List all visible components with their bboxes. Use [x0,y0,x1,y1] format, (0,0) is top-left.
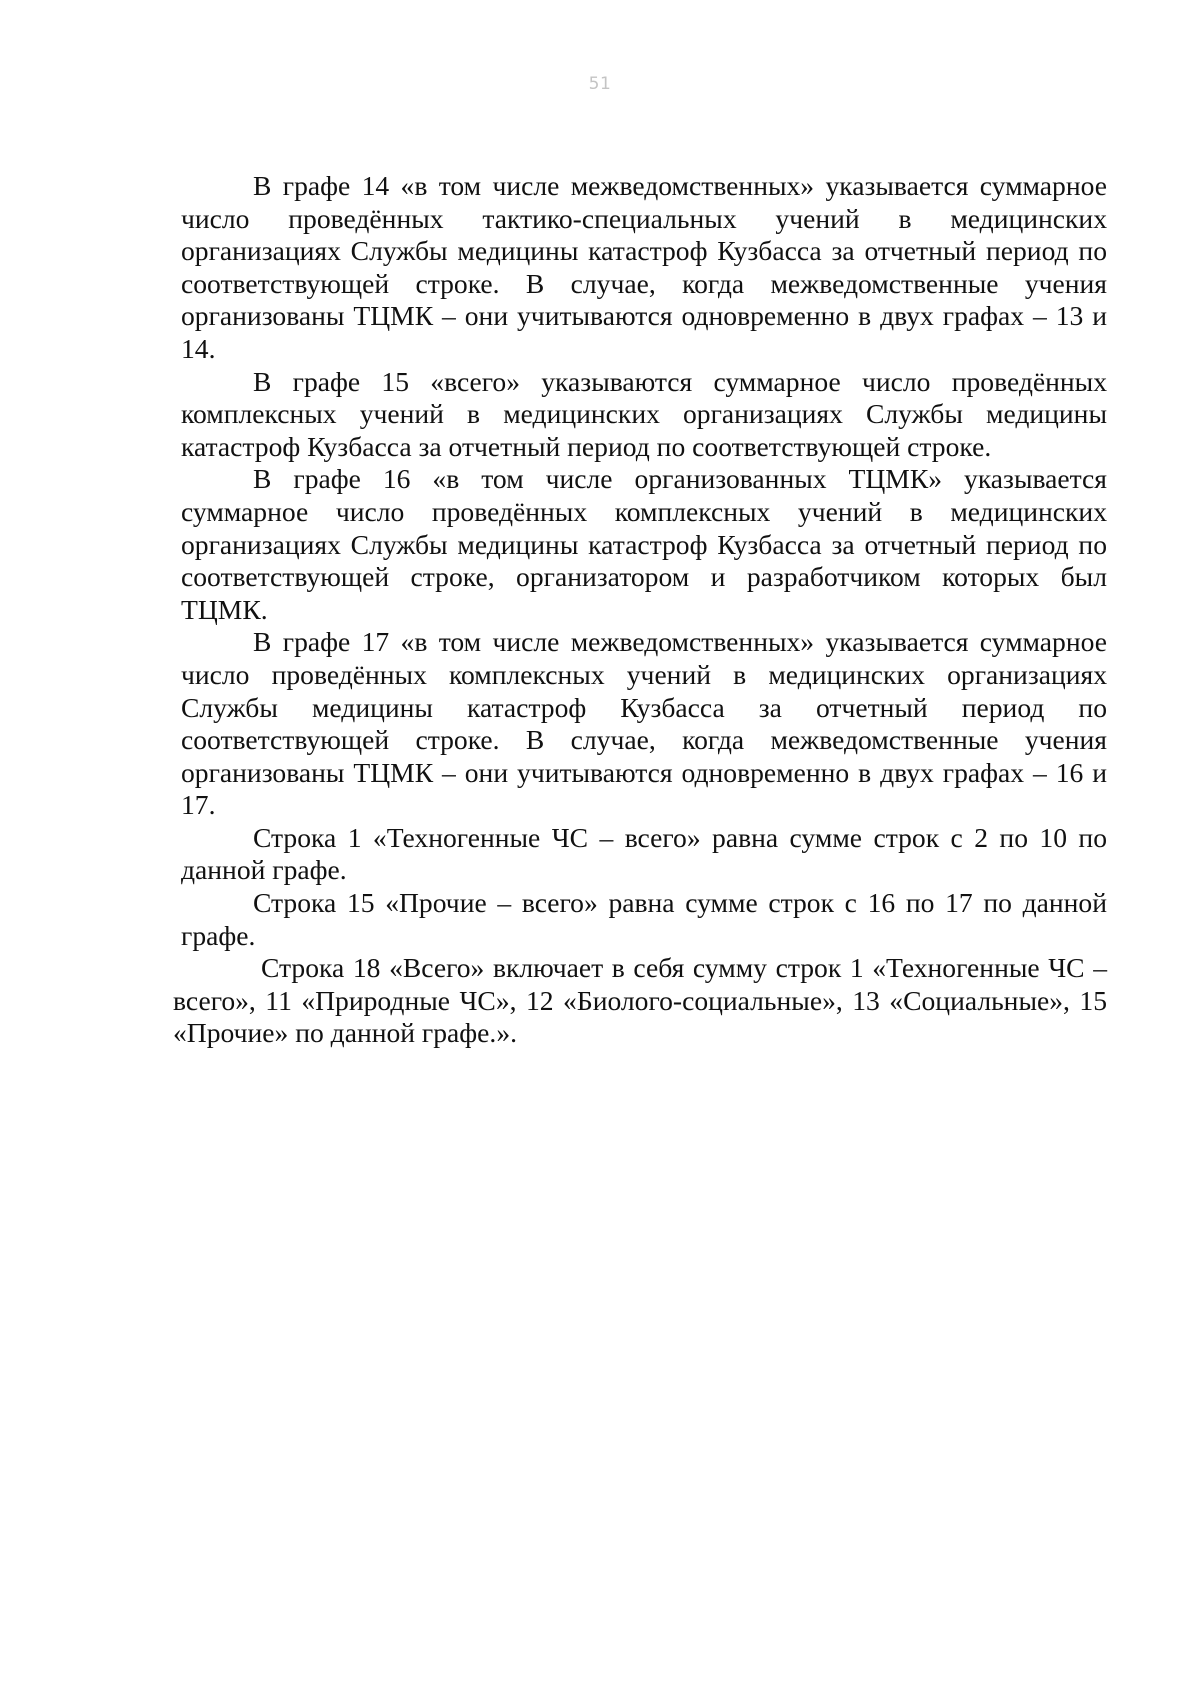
paragraph-column-17: В графе 17 «в том числе межведомственных» указывается суммарное число проведённых комплексных учений в медицинских организациях Службы медицины катастроф Кузбасса за отчетный период по соответствующей строке. В случае, когда межведомственные учения организованы ТЦМК – они учитываются одновременно в двух графах – 16 и 17. [181,626,1107,821]
paragraph-row-18: Строка 18 «Всего» включает в себя сумму строк 1 «Техногенные ЧС – всего», 11 «Природные ЧС», 12 «Биолого-социальные», 13 «Социальные», 15 «Прочие» по данной графе.». [173,952,1107,1049]
paragraph-column-15: В графе 15 «всего» указываются суммарное число проведённых комплексных учений в медицинских организациях Службы медицины катастроф Кузбасса за отчетный период по соответствующей строке. [181,365,1107,462]
document-body [173,170,1107,1050]
paragraph-column-16: В графе 16 «в том числе организованных ТЦМК» указывается суммарное число проведённых комплексных учений в медицинских организациях Службы медицины катастроф Кузбасса за отчетный период по соответствующей строке, организатором и разработчиком которых был ТЦМК. [181,463,1107,625]
page-number: 51 [588,74,612,94]
paragraph-row-1: Строка 1 «Техногенные ЧС – всего» равна сумме строк с 2 по 10 по данной графе. [181,821,1107,886]
paragraph-row-15: Строка 15 «Прочие – всего» равна сумме строк с 16 по 17 по данной графе. [181,887,1107,951]
paragraph-column-14: В графе 14 «в том числе межведомственных» указывается суммарное число проведённых тактико-специальных учений в медицинских организациях Службы медицины катастроф Кузбасса за отчетный период по соответствующей строке. В случае, когда межведомственные учения организованы ТЦМК – они учитываются одновременно в двух графах – 13 и 14. [181,170,1107,364]
